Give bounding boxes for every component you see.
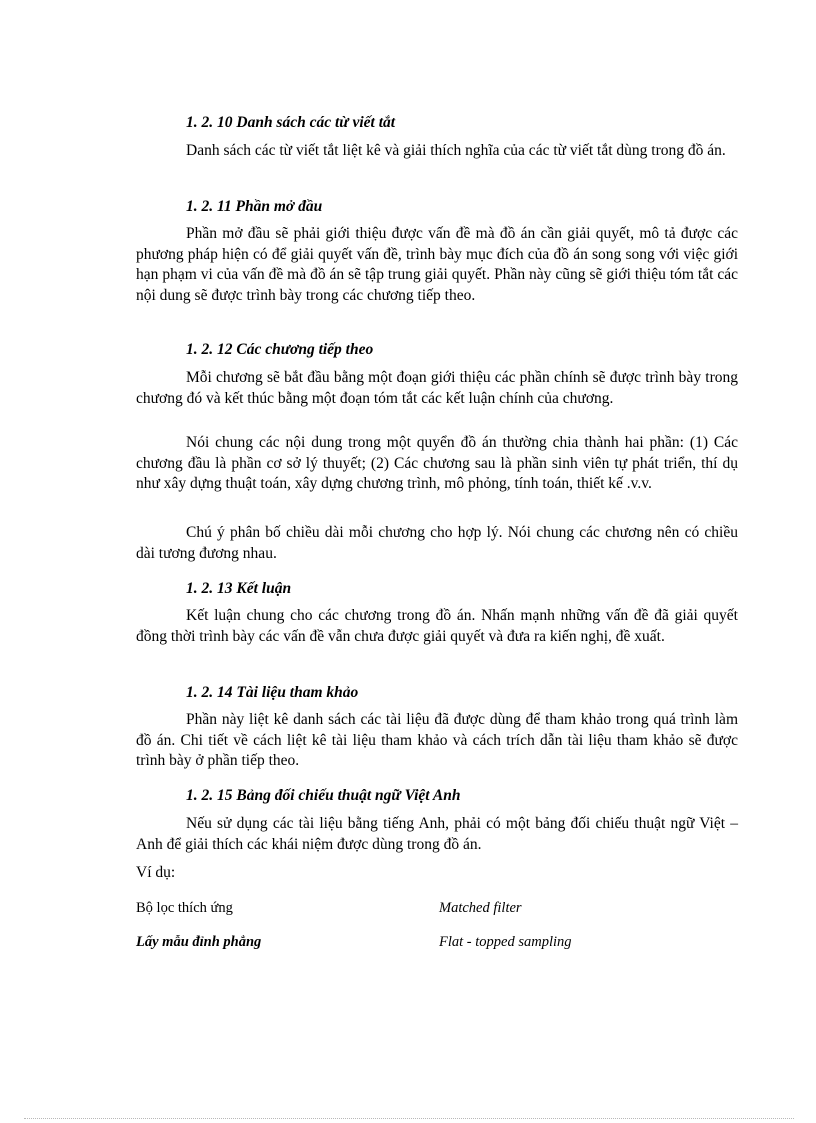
section-paragraph: Phần này liệt kê danh sách các tài liệu đã được dùng để tham khảo trong quá trình làm đồ án. Chi tiết về cách liệt kê tài liệu tham khảo và cách trích dẫn tài liệu tham khảo sẽ được trình bày ở phần tiếp theo.: [136, 711, 738, 769]
section-heading-1-2-11: 1. 2. 11 Phần mở đầu: [186, 198, 323, 215]
section-paragraph: Nếu sử dụng các tài liệu bằng tiếng Anh, phải có một bảng đối chiếu thuật ngữ Việt – Anh để giải thích các khái niệm được dùng trong đồ án.: [136, 815, 738, 853]
example-label: Ví dụ:: [136, 864, 176, 881]
section-heading-1-2-12: 1. 2. 12 Các chương tiếp theo: [186, 341, 374, 358]
section-paragraph: Chú ý phân bố chiều dài mỗi chương cho hợp lý. Nói chung các chương nên có chiều dài tương đương nhau.: [136, 524, 738, 562]
glossary-term-vi: Lấy mẫu đỉnh phẳng: [136, 934, 262, 950]
section-heading-1-2-14: 1. 2. 14 Tài liệu tham khảo: [186, 684, 359, 701]
section-heading-1-2-10: 1. 2. 10 Danh sách các từ viết tắt: [186, 114, 396, 131]
section-heading-1-2-15: 1. 2. 15 Bảng đối chiếu thuật ngữ Việt Anh: [186, 787, 461, 804]
section-paragraph: Nói chung các nội dung trong một quyển đồ án thường chia thành hai phần: (1) Các chương đầu là phần cơ sở lý thuyết; (2) Các chương sau là phần sinh viên tự phát triển, thí dụ như xây dựng thuật toán, xây dựng chương trình, mô phỏng, tính toán, thiết kế .v.v.: [136, 434, 738, 492]
section-paragraph: Kết luận chung cho các chương trong đồ án. Nhấn mạnh những vấn đề đã giải quyết đồng thời trình bày các vấn đề vẫn chưa được giải quyết và đưa ra kiến nghị, đề xuất.: [136, 607, 738, 645]
page-bottom-divider: [24, 1118, 794, 1119]
glossary-row: [136, 934, 738, 954]
section-paragraph: Danh sách các từ viết tắt liệt kê và giải thích nghĩa của các từ viết tắt dùng trong đồ án.: [186, 142, 726, 159]
section-paragraph: Mỗi chương sẽ bắt đầu bằng một đoạn giới thiệu các phần chính sẽ được trình bày trong chương đó và kết thúc bằng một đoạn tóm tắt các kết luận chính của chương.: [136, 369, 738, 407]
section-paragraph: Phần mở đầu sẽ phải giới thiệu được vấn đề mà đồ án cần giải quyết, mô tả được các phương pháp hiện có để giải quyết vấn đề, trình bày mục đích của đồ án song song với việc giới hạn phạm vi của vấn đề mà đồ án sẽ tập trung giải quyết. Phần này cũng sẽ giới thiệu tóm tắt các nội dung sẽ được trình bày trong các chương tiếp theo.: [136, 225, 738, 304]
glossary-term-en: Flat - topped sampling: [439, 934, 572, 950]
document-page: [136, 0, 738, 1123]
glossary-row: [136, 900, 738, 920]
glossary-term-en: Matched filter: [439, 900, 522, 916]
section-heading-1-2-13: 1. 2. 13 Kết luận: [186, 580, 292, 597]
glossary-term-vi: Bộ lọc thích ứng: [136, 900, 233, 916]
